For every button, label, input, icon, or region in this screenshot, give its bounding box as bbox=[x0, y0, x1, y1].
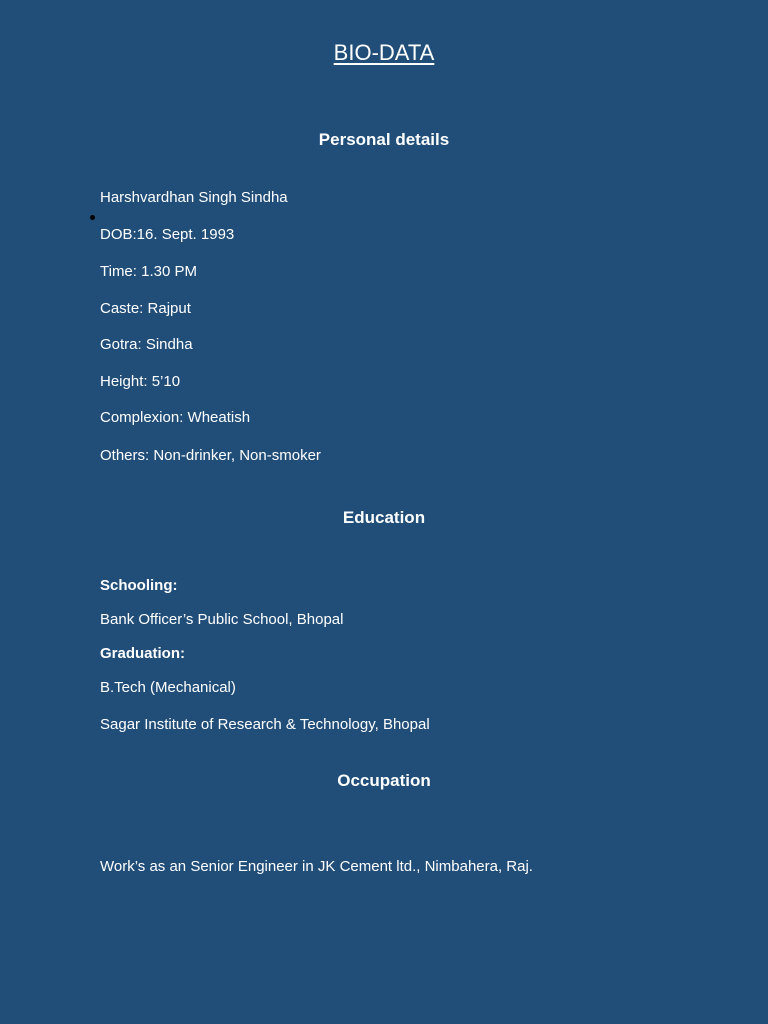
personal-height: Height: 5’10 bbox=[100, 373, 181, 390]
personal-dob: DOB:16. Sept. 1993 bbox=[100, 226, 235, 243]
education-heading: Education bbox=[342, 508, 426, 527]
occupation-text: Work’s as an Senior Engineer in JK Cement ltd., Nimbahera, Raj. bbox=[100, 858, 533, 875]
schooling-value: Bank Officer’s Public School, Bhopal bbox=[100, 611, 344, 628]
stray-bullet-dot bbox=[90, 215, 95, 220]
graduation-degree: B.Tech (Mechanical) bbox=[100, 679, 236, 696]
personal-others: Others: Non-drinker, Non-smoker bbox=[100, 447, 321, 464]
schooling-label: Schooling: bbox=[100, 577, 178, 594]
personal-time: Time: 1.30 PM bbox=[100, 263, 197, 280]
personal-caste: Caste: Rajput bbox=[100, 300, 191, 317]
occupation-heading: Occupation bbox=[337, 771, 431, 790]
graduation-label: Graduation: bbox=[100, 645, 185, 662]
personal-details-heading: Personal details bbox=[318, 130, 450, 149]
graduation-institute: Sagar Institute of Research & Technology, Bhopal bbox=[100, 716, 430, 733]
personal-complexion: Complexion: Wheatish bbox=[100, 409, 251, 426]
personal-name: Harshvardhan Singh Sindha bbox=[100, 189, 288, 206]
personal-gotra: Gotra: Sindha bbox=[100, 336, 193, 353]
page-title: BIO-DATA bbox=[333, 40, 435, 65]
